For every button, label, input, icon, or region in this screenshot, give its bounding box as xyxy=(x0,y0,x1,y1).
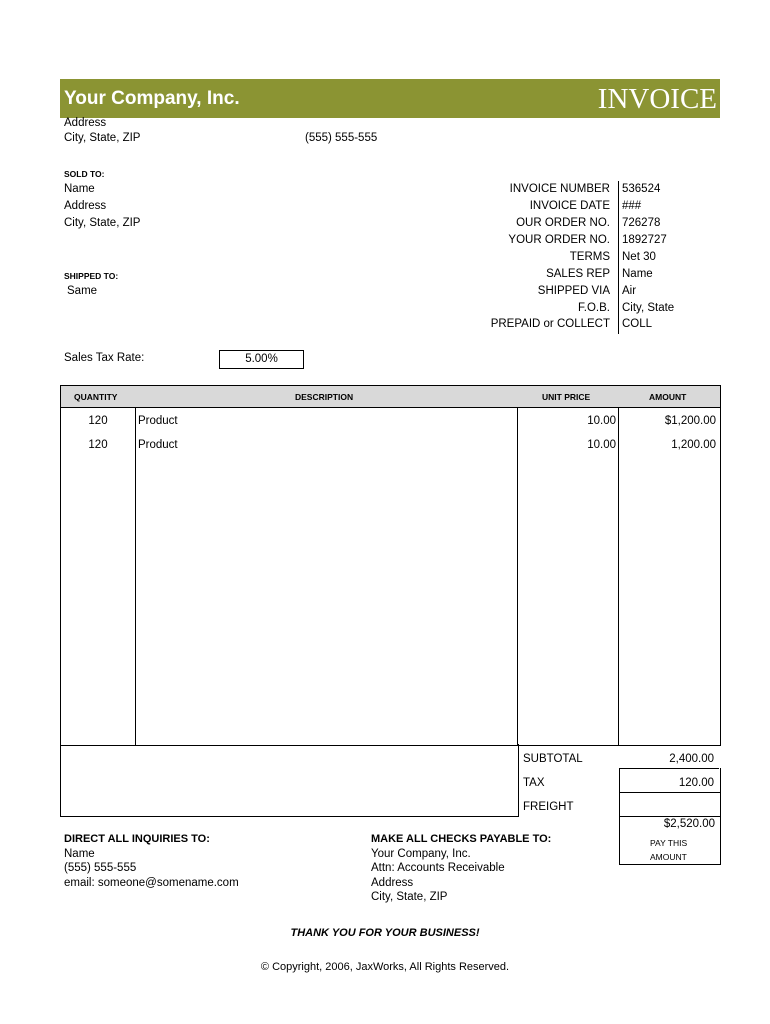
sold-to-name: Name xyxy=(64,183,95,195)
totals-left-box xyxy=(60,744,519,817)
tax-rate-field[interactable]: 5.00% xyxy=(219,350,304,369)
sold-to-city-state-zip: City, State, ZIP xyxy=(64,217,141,229)
subtotal-value: 2,400.00 xyxy=(669,753,714,765)
copyright-notice: © Copyright, 2006, JaxWorks, All Rights Reserved. xyxy=(260,961,510,973)
company-phone: (555) 555-555 xyxy=(305,132,378,144)
info-value-sales-rep: Name xyxy=(622,268,653,280)
freight-label: FREIGHT xyxy=(523,801,574,813)
row-unit-price: 10.00 xyxy=(587,415,616,427)
subtotal-label: SUBTOTAL xyxy=(523,753,583,765)
info-value-shipped-via: Air xyxy=(622,285,637,297)
info-label-prepaid-collect: PREPAID or COLLECT xyxy=(490,318,610,330)
info-value-our-order: 726278 xyxy=(622,217,661,229)
info-label-invoice-date: INVOICE DATE xyxy=(529,200,610,212)
pay-this-amount-label: PAY THIS AMOUNT xyxy=(650,838,688,862)
inquiries-email: email: someone@somename.com xyxy=(64,877,239,889)
row-quantity: 120 xyxy=(88,415,108,427)
info-value-your-order: 1892727 xyxy=(622,234,667,246)
info-label-terms: TERMS xyxy=(569,251,610,263)
freight-field[interactable] xyxy=(619,792,721,817)
checks-title: MAKE ALL CHECKS PAYABLE TO: xyxy=(371,833,552,845)
company-address: Address xyxy=(64,117,107,129)
col-header-unit-price: UNIT PRICE xyxy=(542,392,591,402)
row-description: Product xyxy=(138,439,178,451)
info-value-prepaid-collect: COLL xyxy=(622,318,653,330)
tax-rate-label: Sales Tax Rate: xyxy=(64,352,145,364)
row-description: Product xyxy=(138,415,178,427)
inquiries-phone: (555) 555-555 xyxy=(64,862,137,874)
column-divider xyxy=(517,408,518,745)
info-label-our-order: OUR ORDER NO. xyxy=(516,217,610,229)
tax-value: 120.00 xyxy=(678,777,714,789)
checks-attn: Attn: Accounts Receivable xyxy=(371,862,505,874)
checks-city-state-zip: City, State, ZIP xyxy=(371,891,448,903)
column-divider xyxy=(618,408,619,745)
total-amount: $2,520.00 xyxy=(663,818,715,830)
table-header xyxy=(61,386,720,408)
thank-you-message: THANK YOU FOR YOUR BUSINESS! xyxy=(290,927,480,939)
table-row xyxy=(61,415,720,429)
info-value-invoice-date: ### xyxy=(622,200,642,212)
checks-address: Address xyxy=(371,877,414,889)
tax-label: TAX xyxy=(523,777,545,789)
row-quantity: 120 xyxy=(88,439,108,451)
info-value-invoice-number: 536524 xyxy=(622,183,661,195)
shipped-to-label: SHIPPED TO: xyxy=(64,271,119,281)
col-header-amount: AMOUNT xyxy=(649,392,687,402)
inquiries-name: Name xyxy=(64,848,95,860)
company-name: Your Company, Inc. xyxy=(64,88,240,109)
total-box xyxy=(619,816,721,865)
info-label-invoice-number: INVOICE NUMBER xyxy=(509,183,610,195)
line-items-table xyxy=(60,385,721,746)
info-divider xyxy=(618,181,619,334)
col-header-quantity: QUANTITY xyxy=(74,392,118,402)
info-label-shipped-via: SHIPPED VIA xyxy=(537,285,610,297)
shipped-to-value: Same xyxy=(67,285,98,297)
sold-to-label: SOLD TO: xyxy=(64,169,105,179)
info-label-fob: F.O.B. xyxy=(578,302,610,314)
row-amount: $1,200.00 xyxy=(664,415,716,427)
info-label-your-order: YOUR ORDER NO. xyxy=(508,234,610,246)
sold-to-address: Address xyxy=(64,200,107,212)
info-label-sales-rep: SALES REP xyxy=(546,268,610,280)
column-divider xyxy=(135,408,136,745)
inquiries-title: DIRECT ALL INQUIRIES TO: xyxy=(64,833,210,845)
table-row xyxy=(61,439,720,453)
info-value-fob: City, State xyxy=(622,302,675,314)
checks-company: Your Company, Inc. xyxy=(371,848,471,860)
company-city-state-zip: City, State, ZIP xyxy=(64,132,141,144)
col-header-description: DESCRIPTION xyxy=(295,392,354,402)
row-unit-price: 10.00 xyxy=(587,439,616,451)
row-amount: 1,200.00 xyxy=(671,439,716,451)
info-value-terms: Net 30 xyxy=(622,251,656,263)
invoice-title: INVOICE xyxy=(597,83,717,115)
